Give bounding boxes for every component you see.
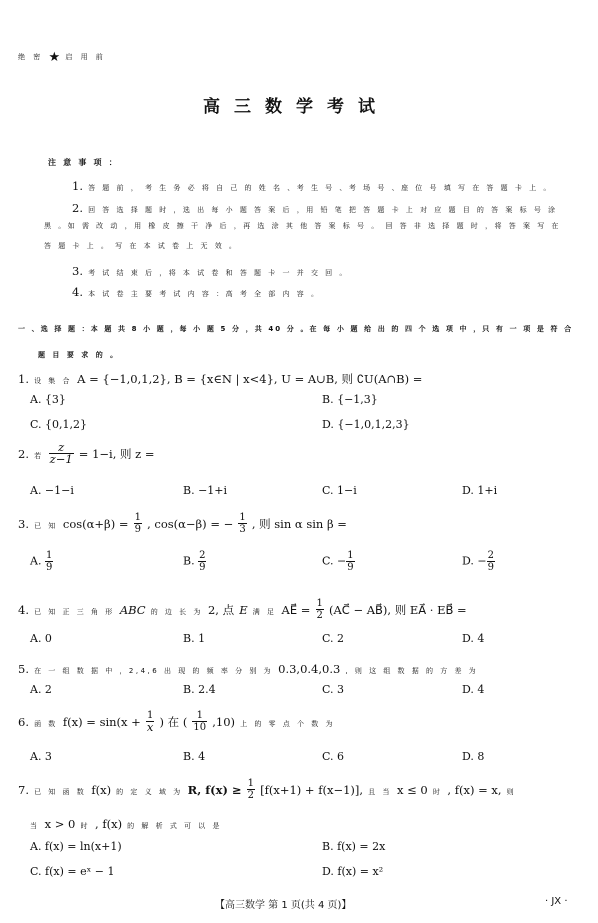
q3-option-b: B. $\frac{2}{9}$ bbox=[183, 550, 206, 573]
q1-option-b: B. {−1,3} bbox=[322, 393, 378, 406]
q6-option-c: C. 6 bbox=[322, 750, 345, 763]
q6-option-a: A. 3 bbox=[30, 750, 52, 763]
q3-option-c: C. − $\frac{1}{9}$ bbox=[322, 550, 354, 573]
q2-option-c: C. 1−i bbox=[322, 484, 357, 497]
secret-label: 绝 密 ★ 启 用 前 bbox=[18, 50, 106, 65]
page-footer: 【高三数学 第 1 页(共 4 页)】 bbox=[215, 900, 352, 911]
q6-option-d: D. 8 bbox=[462, 750, 485, 763]
question-1: 1. 设 集 合 A = {−1,0,1,2}, B = {x∈N | x<4}, U = A∪B, 则 ∁U(A∩B) = bbox=[18, 372, 423, 386]
note-item-4: 4. 本 试 卷 主 要 考 试 内 容 ：高 考 全 部 内 容 。 bbox=[72, 285, 321, 299]
q5-option-d: D. 4 bbox=[462, 683, 485, 696]
q3-option-d: D. − $\frac{2}{9}$ bbox=[462, 550, 495, 573]
q2-option-a: A. −1−i bbox=[30, 484, 74, 497]
page-code: · JX · bbox=[545, 896, 568, 907]
q2-option-b: B. −1+i bbox=[183, 484, 228, 497]
q2-fraction: $\frac{z}{z-1}$ bbox=[49, 440, 73, 466]
q7-option-c: C. f(x) = eˣ − 1 bbox=[30, 865, 115, 878]
question-5: 5. 在 一 组 数 据 中 ，2,4,6 出 现 的 频 率 分 别 为 0.3,0.4,0.3 , 则 这 组 数 据 的 方 差 为 bbox=[18, 662, 479, 676]
q5-option-b: B. 2.4 bbox=[183, 683, 216, 696]
note-item-1: 1. 答 题 前 ， 考 生 务 必 将 自 己 的 姓 名 、考 生 号 、考 场 号 、座 位 号 填 写 在 答 题 卡 上 。 bbox=[72, 179, 553, 193]
q2-option-d: D. 1+i bbox=[462, 484, 498, 497]
q4-option-c: C. 2 bbox=[322, 632, 345, 645]
note-item-3: 3. 考 试 结 束 后 ，将 本 试 卷 和 答 题 卡 一 并 交 回 。 bbox=[72, 264, 349, 278]
q5-option-a: A. 2 bbox=[30, 683, 52, 696]
question-7: 7. 已 知 函 数 f(x) 的 定 义 域 为 R, f(x) ≥ $\frac{1}{2}$ [f(x+1) + f(x−1)], 且 当 x ≤ 0 时 , f(x) = x, 则 bbox=[18, 778, 517, 801]
q1-option-c: C. {0,1,2} bbox=[30, 418, 88, 431]
q4-option-b: B. 1 bbox=[183, 632, 206, 645]
note-item-2-line2: 黑 。如 需 改 动 ，用 橡 皮 擦 干 净 后 ，再 选 涂 其 他 答 案 标 号 。 回 答 非 选 择 题 时 ，将 答 案 写 在 bbox=[44, 222, 561, 230]
note-item-2-line3: 答 题 卡 上 。 写 在 本 试 卷 上 无 效 。 bbox=[44, 242, 239, 250]
q3-option-a: A. $\frac{1}{9}$ bbox=[30, 550, 53, 573]
q1-option-a: A. {3} bbox=[30, 393, 66, 406]
q4-option-a: A. 0 bbox=[30, 632, 52, 645]
question-6: 6. 函 数 f(x) = sin(x + $\frac{1}{x}$ ) 在 ( $\frac{1}{10}$ ,10) 上 的 零 点 个 数 为 bbox=[18, 710, 335, 734]
notes-heading: 注 意 事 项 ： bbox=[48, 158, 119, 167]
question-4: 4. 已 知 正 三 角 形 ABC 的 边 长 为 2, 点 E 满 足 AE⃗ = $\frac{1}{2}$ (AC⃗ − AB⃗), 则 EA⃗ · EB⃗ = bbox=[18, 598, 467, 621]
star-icon: ★ bbox=[48, 50, 61, 65]
q5-option-c: C. 3 bbox=[322, 683, 345, 696]
q7-option-b: B. f(x) = 2x bbox=[322, 840, 386, 853]
section-heading: 一 、选 择 题 ：本 题 共 8 小 题 ，每 小 题 5 分 ，共 40 分 。在 每 小 题 给 出 的 四 个 选 项 中 ，只 有 一 项 是 符 合 bbox=[18, 325, 574, 333]
q7-option-d: D. f(x) = x² bbox=[322, 865, 384, 878]
q4-option-d: D. 4 bbox=[462, 632, 485, 645]
note-item-2: 2. 回 答 选 择 题 时 ，选 出 每 小 题 答 案 后 ，用 铅 笔 把 答 题 卡 上 对 应 题 目 的 答 案 标 号 涂 bbox=[72, 201, 558, 215]
section-heading-line2: 题 目 要 求 的 。 bbox=[38, 351, 120, 359]
question-2: 2. 若 $\frac{z}{z-1}$ = 1−i, 则 z = bbox=[18, 440, 155, 466]
q6-option-b: B. 4 bbox=[183, 750, 206, 763]
question-3: 3. 已 知 cos(α+β) = $\frac{1}{9}$ , cos(α−β) = − $\frac{1}{3}$ , 则 sin α sin β = bbox=[18, 512, 347, 535]
q1-option-d: D. {−1,0,1,2,3} bbox=[322, 418, 410, 431]
page-title: 高三数学考试 bbox=[203, 97, 389, 117]
question-7-line2: 当 x > 0 时 , f(x) 的 解 析 式 可 以 是 bbox=[30, 817, 223, 831]
q7-option-a: A. f(x) = ln(x+1) bbox=[30, 840, 122, 853]
